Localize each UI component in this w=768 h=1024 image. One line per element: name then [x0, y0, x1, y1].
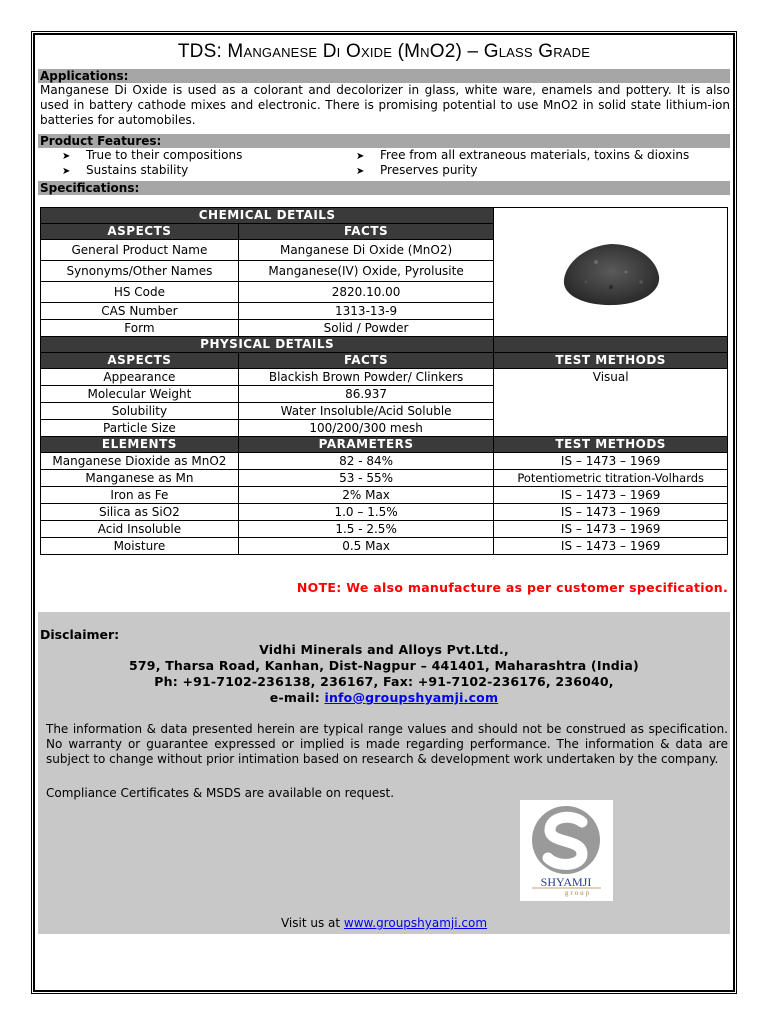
- note-text: NOTE: We also manufacture as per customer specification.: [296, 580, 728, 595]
- col-header-aspects: ASPECTS: [41, 224, 239, 240]
- col-header-parameters: PARAMETERS: [238, 437, 494, 453]
- company-phone: Ph: +91-7102-236138, 236167, Fax: +91-7102-236176, 236040,: [154, 674, 614, 689]
- applications-text: Manganese Di Oxide is used as a colorant and decolorizer in glass, white ware, enamels and pottery. It is also used in battery cathode mixes and electronic. There is promising potential to use MnO2 in solid state lithium-ion batteries for automobiles.: [40, 83, 730, 127]
- company-block: [38, 642, 730, 706]
- specifications-heading: Specifications:: [38, 181, 730, 195]
- svg-text:SHYAMJI: SHYAMJI: [540, 875, 592, 889]
- arrow-bullet-icon: ➤: [356, 166, 365, 177]
- specifications-table: [40, 207, 728, 555]
- feature-item: ➤ Preserves purity: [356, 163, 478, 177]
- company-email-line: e-mail: info@groupshyamji.com: [269, 690, 499, 705]
- physical-details-header: PHYSICAL DETAILS: [41, 337, 494, 353]
- svg-text:group: group: [564, 889, 592, 897]
- visit-line: Visit us at www.groupshyamji.com: [280, 916, 488, 930]
- table-row: Synonyms/Other Names Manganese(IV) Oxide, Pyrolusite: [41, 261, 728, 282]
- shyamji-logo-icon: [520, 800, 613, 901]
- shyamji-logo: [520, 800, 613, 901]
- company-name: Vidhi Minerals and Alloys Pvt.Ltd.,: [259, 642, 509, 657]
- table-row: Silica as SiO2 1.0 – 1.5% IS – 1473 – 1969: [41, 504, 728, 521]
- table-row: Acid Insoluble 1.5 - 2.5% IS – 1473 – 1969: [41, 521, 728, 538]
- chemical-details-header: CHEMICAL DETAILS: [41, 208, 494, 224]
- feature-item: ➤ True to their compositions: [62, 148, 243, 162]
- table-row: General Product Name Manganese Di Oxide (MnO2): [41, 240, 728, 261]
- table-row: Manganese as Mn 53 - 55% Potentiometric titration-Volhards: [41, 470, 728, 487]
- arrow-bullet-icon: ➤: [356, 151, 365, 162]
- col-header-aspects: ASPECTS: [41, 353, 239, 369]
- feature-item: ➤ Sustains stability: [62, 163, 189, 177]
- applications-heading: Applications:: [38, 69, 730, 83]
- features-heading: Product Features:: [38, 134, 730, 148]
- document-title: TDS: Manganese Di Oxide (MnO2) – Glass Grade: [177, 41, 591, 62]
- feature-item: ➤ Free from all extraneous materials, toxins & dioxins: [356, 148, 690, 162]
- website-link[interactable]: www.groupshyamji.com: [343, 916, 488, 930]
- table-row: CAS Number 1313-13-9: [41, 303, 728, 320]
- table-row: HS Code 2820.10.00: [41, 282, 728, 303]
- email-link[interactable]: info@groupshyamji.com: [324, 690, 499, 705]
- arrow-bullet-icon: ➤: [62, 151, 71, 162]
- col-header-elements: ELEMENTS: [41, 437, 239, 453]
- table-row: Molecular Weight 86.937: [41, 386, 728, 403]
- disclaimer-text: The information & data presented herein are typical range values and should not be construed as specification. No warranty or guarantee expressed or implied is made regarding performance. The information & data are subject to change without prior intimation based on research & development work undertaken by the company.: [46, 722, 728, 766]
- table-row: Manganese Dioxide as MnO2 82 - 84% IS – 1473 – 1969: [41, 453, 728, 470]
- company-address: 579, Tharsa Road, Kanhan, Dist-Nagpur – 441401, Maharashtra (India): [129, 658, 639, 673]
- table-row: Particle Size 100/200/300 mesh: [41, 420, 728, 437]
- col-header-test-methods: TEST METHODS: [494, 437, 728, 453]
- table-row: Iron as Fe 2% Max IS – 1473 – 1969: [41, 487, 728, 504]
- table-row: Moisture 0.5 Max IS – 1473 – 1969: [41, 538, 728, 555]
- powder-image-icon: [556, 232, 666, 312]
- col-header-facts: FACTS: [238, 224, 494, 240]
- col-header-facts: FACTS: [238, 353, 494, 369]
- disclaimer-heading: Disclaimer:: [40, 627, 120, 642]
- product-image: [494, 208, 728, 337]
- table-row: Appearance Blackish Brown Powder/ Clinkers Visual: [41, 369, 728, 386]
- table-row: Form Solid / Powder: [41, 320, 728, 337]
- table-row: Solubility Water Insoluble/Acid Soluble: [41, 403, 728, 420]
- arrow-bullet-icon: ➤: [62, 166, 71, 177]
- col-header-test-methods: TEST METHODS: [494, 353, 728, 369]
- compliance-text: Compliance Certificates & MSDS are available on request.: [46, 786, 395, 800]
